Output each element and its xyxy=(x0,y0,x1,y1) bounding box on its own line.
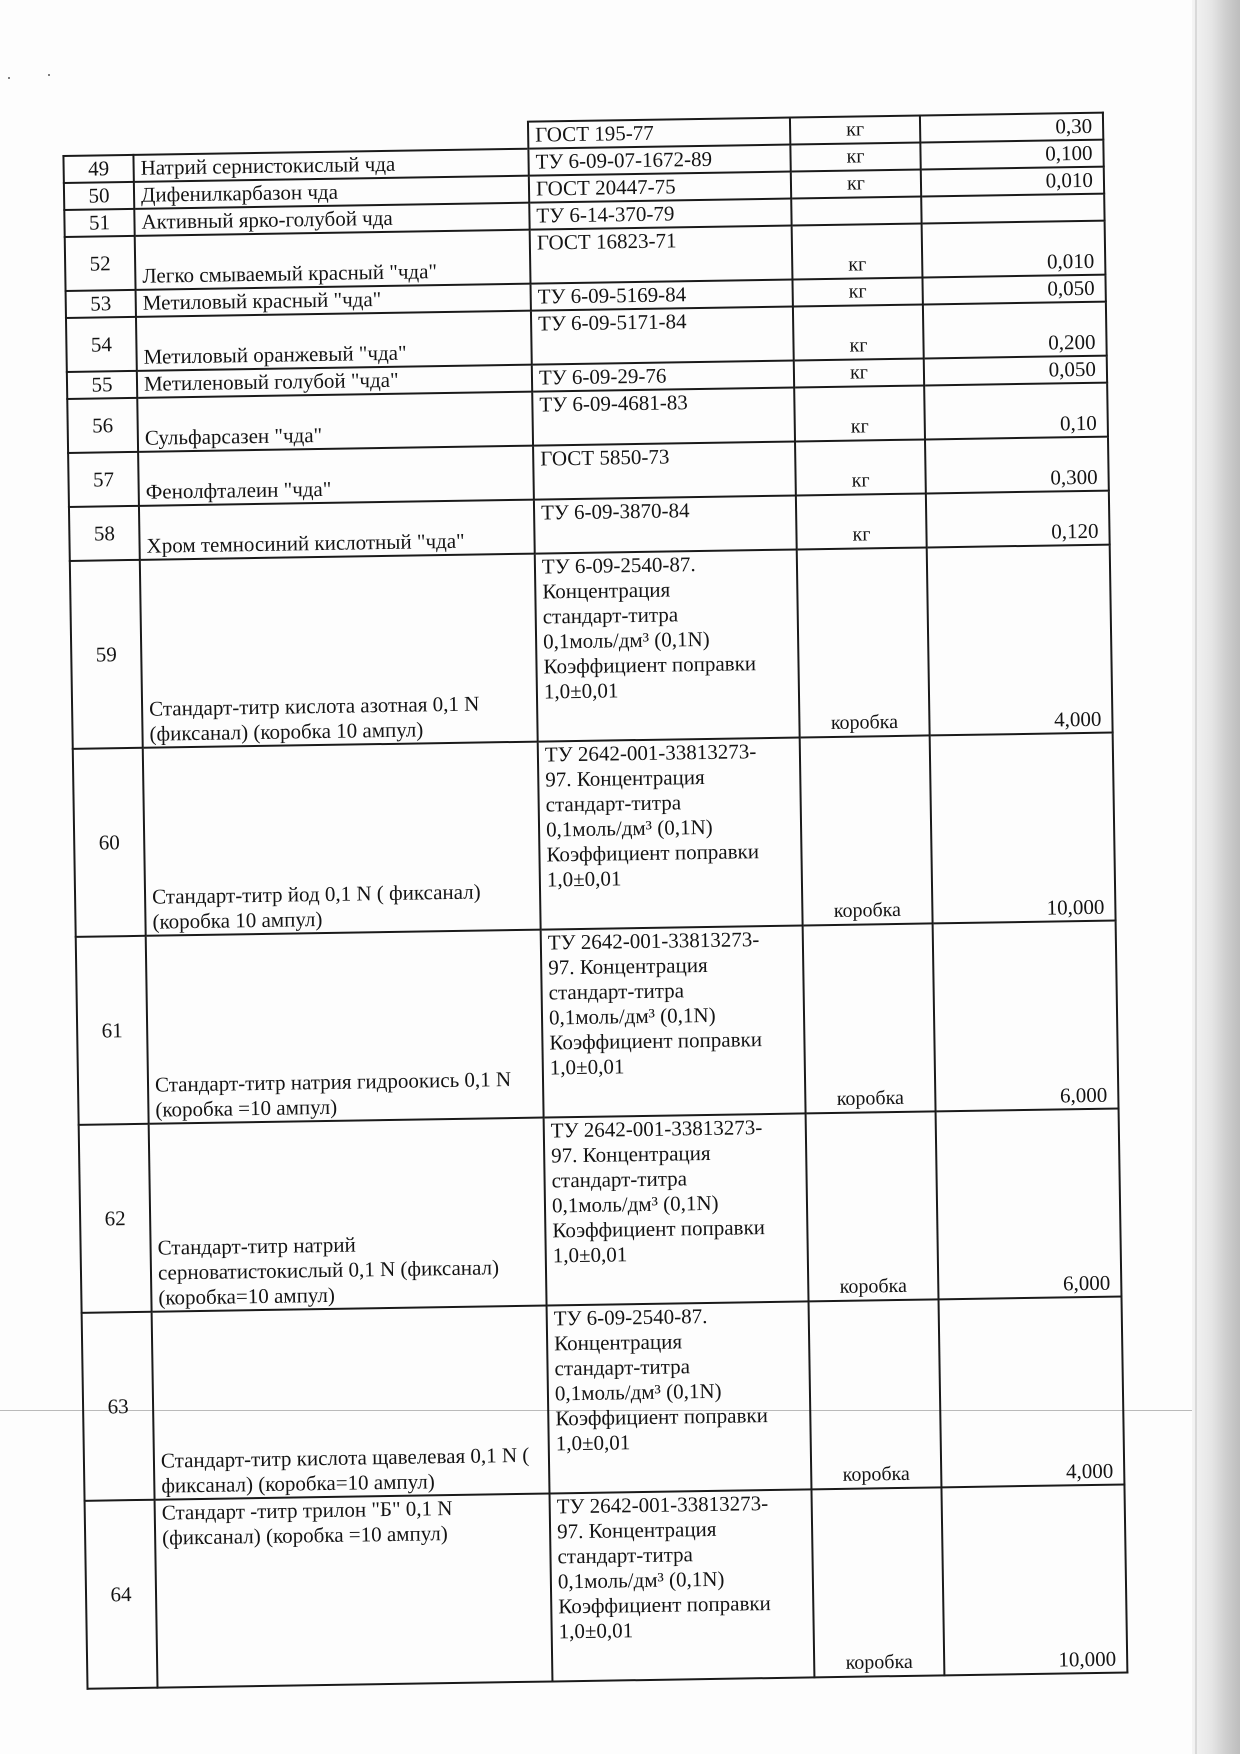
item-name-cell: Стандарт -титр трилон "Б" 0,1 N (фиксанал) (коробка =10 ампул) xyxy=(155,1494,553,1688)
row-number-cell: 49 xyxy=(63,155,133,183)
standard-text: Коэффициент поправки xyxy=(555,1403,769,1431)
standard-cell xyxy=(550,1489,815,1681)
quantity-cell: 0,300 xyxy=(925,437,1109,494)
standard-cell xyxy=(531,307,794,365)
standard-cell xyxy=(534,496,797,554)
unit-cell: коробка xyxy=(797,547,930,737)
table-row xyxy=(73,733,1116,937)
standard-text: Концентрация xyxy=(553,1329,683,1356)
unit-cell: кг xyxy=(794,358,924,387)
quantity-cell: 10,000 xyxy=(930,733,1116,924)
standard-cell xyxy=(529,199,791,230)
quantity-cell: 10,000 xyxy=(941,1484,1127,1675)
table-row xyxy=(79,1109,1122,1313)
unit-cell: кг xyxy=(793,304,924,360)
standard-text: ТУ 2642-001-33813273- xyxy=(547,927,760,955)
unit-cell: кг xyxy=(794,385,925,441)
standard-cell xyxy=(529,172,791,203)
standard-text: стандарт-титра xyxy=(557,1542,694,1569)
standard-text: 97. Концентрация xyxy=(556,1516,717,1544)
row-number-cell: 56 xyxy=(67,398,138,453)
standard-cell xyxy=(547,1301,812,1493)
standard-text: ТУ 2642-001-33813273- xyxy=(556,1491,769,1519)
item-name-cell: Легко смываемый красный "чда" xyxy=(135,230,531,290)
standard-text: 97. Концентрация xyxy=(551,1140,711,1168)
item-name-cell: Стандарт-титр йод 0,1 N ( фиксанал) (коробка 10 ампул) xyxy=(143,742,541,936)
standard-text: 1,0±0,01 xyxy=(543,678,619,704)
standard-text: 0,1моль/дм³ (0,1N) xyxy=(554,1378,722,1406)
row-number-cell: 50 xyxy=(64,182,134,210)
standard-text: стандарт-титра xyxy=(551,1166,688,1193)
row-number-cell: 62 xyxy=(79,1124,152,1313)
standard-text: 1,0±0,01 xyxy=(558,1618,634,1644)
standard-cell xyxy=(544,1113,809,1305)
standard-text: стандарт-титра xyxy=(554,1354,691,1381)
standard-text: ГОСТ 195-77 xyxy=(534,120,654,147)
quantity-cell: 0,100 xyxy=(920,140,1103,170)
unit-cell: кг xyxy=(796,493,927,549)
reagents-table xyxy=(62,112,1126,1690)
table-row xyxy=(76,921,1119,1125)
standard-text: стандарт-титра xyxy=(545,790,682,817)
standard-cell xyxy=(531,280,793,311)
standard-text: ТУ 6-09-07-1672-89 xyxy=(535,146,713,174)
quantity-cell: 4,000 xyxy=(927,545,1113,736)
row-number-cell: 63 xyxy=(82,1312,155,1501)
standard-text: Коэффициент поправки xyxy=(552,1215,766,1243)
standard-text: Концентрация xyxy=(542,577,671,604)
quantity-cell: 6,000 xyxy=(936,1109,1122,1300)
item-name-cell: Стандарт-титр кислота щавелевая 0,1 N ( фиксанал) (коробка=10 ампул) xyxy=(152,1306,550,1500)
quantity-cell: 0,200 xyxy=(923,302,1107,359)
row-number-cell: 54 xyxy=(66,317,137,372)
unit-cell xyxy=(791,197,921,226)
table-row xyxy=(85,1484,1128,1688)
item-name-cell: Стандарт-титр натрий серноватистокислый 0,1 N (фиксанал) (коробка=10 ампул) xyxy=(149,1118,547,1312)
quantity-cell: 6,000 xyxy=(933,921,1119,1112)
standard-text: 1,0±0,01 xyxy=(549,1054,625,1080)
standard-cell xyxy=(535,550,800,742)
unit-cell: коробка xyxy=(806,1111,939,1301)
standard-text: 0,1моль/дм³ (0,1N) xyxy=(557,1566,725,1594)
scanner-edge-line xyxy=(1195,0,1197,1754)
quantity-cell: 0,010 xyxy=(922,221,1106,278)
unit-cell: коробка xyxy=(809,1299,942,1489)
standard-text: 0,1моль/дм³ (0,1N) xyxy=(548,1002,716,1030)
standard-text: 0,1моль/дм³ (0,1N) xyxy=(545,814,713,842)
quantity-cell: 4,000 xyxy=(939,1297,1125,1488)
standard-text: ТУ 6-09-29-76 xyxy=(538,363,667,390)
row-number-cell: 60 xyxy=(73,748,146,937)
standard-text: ТУ 6-09-2540-87. xyxy=(553,1304,708,1331)
unit-cell: кг xyxy=(790,143,920,172)
row-number-cell: 53 xyxy=(66,290,136,318)
standard-text: 97. Концентрация xyxy=(548,952,708,980)
standard-text: 0,1моль/дм³ (0,1N) xyxy=(542,626,710,654)
quantity-cell: 0,30 xyxy=(920,113,1103,143)
standard-cell xyxy=(528,145,790,176)
row-number-cell: 58 xyxy=(69,506,140,561)
unit-cell: кг xyxy=(792,224,923,280)
unit-cell: коробка xyxy=(803,923,936,1113)
standard-text: стандарт-титра xyxy=(548,978,685,1005)
item-name-cell: Фенолфталеин "чда" xyxy=(138,446,534,506)
item-name-cell: Дифенилкарбазон чда xyxy=(134,176,529,209)
row-number-cell: 52 xyxy=(65,236,136,291)
item-name-cell: Метиловый красный "чда" xyxy=(136,284,531,317)
quantity-cell: 0,050 xyxy=(924,356,1107,386)
standard-cell xyxy=(532,361,794,392)
item-name-cell: Метиленовый голубой "чда" xyxy=(137,365,532,398)
standard-text: ТУ 6-09-5171-84 xyxy=(537,309,687,336)
item-name-cell: Стандарт-титр кислота азотная 0,1 N (фиксанал) (коробка 10 ампул) xyxy=(140,554,538,748)
standard-text: ТУ 6-09-3870-84 xyxy=(540,498,690,525)
unit-cell: коробка xyxy=(800,735,933,925)
quantity-cell: 0,050 xyxy=(922,275,1105,305)
standard-text: 97. Концентрация xyxy=(545,764,705,792)
row-number-cell: 51 xyxy=(64,209,134,237)
standard-cell xyxy=(528,118,790,149)
unit-cell: кг xyxy=(795,439,926,495)
row-number-cell: 55 xyxy=(67,371,137,399)
standard-text: ТУ 6-09-2540-87. xyxy=(541,552,696,579)
standard-text: ТУ 6-09-5169-84 xyxy=(537,282,687,309)
scanner-edge-strip xyxy=(1192,0,1240,1754)
table-row xyxy=(82,1297,1125,1501)
standard-text: ТУ 2642-001-33813273- xyxy=(544,739,757,767)
standard-text: Коэффициент поправки xyxy=(543,651,757,679)
scan-specks xyxy=(8,74,58,80)
quantity-cell: 0,010 xyxy=(921,167,1104,197)
row-number-cell: 57 xyxy=(68,452,139,507)
item-name-cell: Метиловый оранжевый "чда" xyxy=(136,311,532,371)
standard-text: Коэффициент поправки xyxy=(546,839,760,867)
row-number-cell: 59 xyxy=(70,560,143,749)
item-name-cell: Стандарт-титр натрия гидроокись 0,1 N (коробка =10 ампул) xyxy=(146,930,544,1124)
standard-text: 1,0±0,01 xyxy=(552,1242,628,1268)
standard-text: ТУ 6-09-4681-83 xyxy=(539,390,689,417)
standard-cell xyxy=(533,442,796,500)
unit-cell: кг xyxy=(792,278,922,307)
standard-text: ГОСТ 16823-71 xyxy=(536,228,677,255)
unit-cell: кг xyxy=(791,170,921,199)
standard-text: стандарт-титра xyxy=(542,602,679,629)
quantity-cell xyxy=(921,194,1104,224)
item-name-cell: Активный ярко-голубой чда xyxy=(134,203,529,236)
standard-cell xyxy=(541,925,806,1117)
quantity-cell: 0,10 xyxy=(924,383,1108,440)
standard-text: Коэффициент поправки xyxy=(558,1591,772,1619)
unit-cell: коробка xyxy=(811,1487,944,1677)
table-row xyxy=(70,545,1113,749)
standard-text: ТУ 2642-001-33813273- xyxy=(550,1115,763,1143)
standard-cell xyxy=(532,388,795,446)
standard-cell xyxy=(538,737,803,929)
item-name-cell: Натрий сернистокислый чда xyxy=(133,149,528,182)
standard-text: ТУ 6-14-370-79 xyxy=(536,201,675,228)
standard-text: 0,1моль/дм³ (0,1N) xyxy=(551,1190,719,1218)
row-number-cell: 64 xyxy=(85,1500,158,1689)
standard-text: 1,0±0,01 xyxy=(555,1430,631,1456)
row-number-cell: 61 xyxy=(76,936,149,1125)
standard-cell xyxy=(530,226,793,284)
standard-text: ГОСТ 20447-75 xyxy=(535,174,676,201)
standard-text: 1,0±0,01 xyxy=(546,866,622,892)
unit-cell: кг xyxy=(790,116,920,145)
standard-text: ГОСТ 5850-73 xyxy=(540,444,670,471)
item-name-cell: Хром темносиний кислотный "чда" xyxy=(139,500,535,560)
item-name-cell: Сульфарсазен "чда" xyxy=(137,392,533,452)
quantity-cell: 0,120 xyxy=(926,491,1110,548)
standard-text: Коэффициент поправки xyxy=(549,1027,763,1055)
